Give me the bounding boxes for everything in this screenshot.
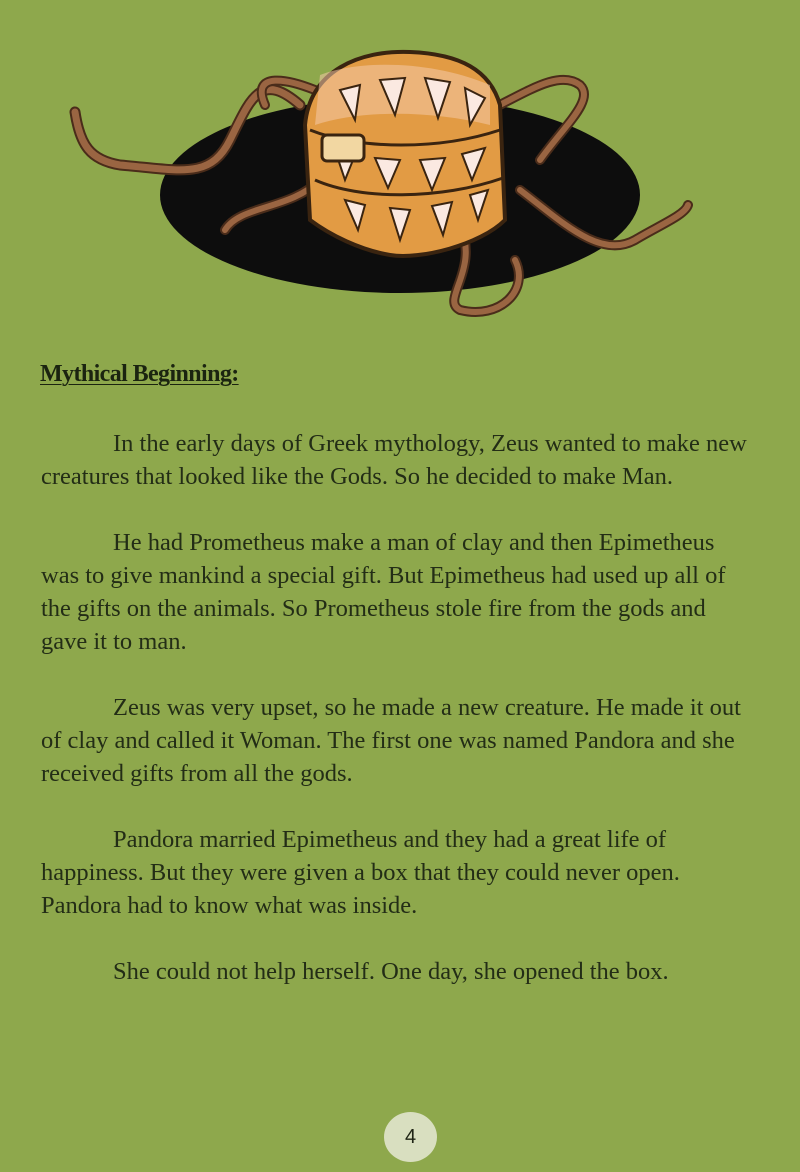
section-heading: Mythical Beginning: <box>40 361 239 387</box>
paragraph: Zeus was very upset, so he made a new creature. He made it out of clay and called it Woman. The first one was named Pandora and she received gifts from all the gods. <box>41 694 741 787</box>
page-number-badge: 4 <box>384 1112 437 1162</box>
story-body <box>41 427 753 1021</box>
paragraph: In the early days of Greek mythology, Zeus wanted to make new creatures that looked like the Gods. So he decided to make Man. <box>41 430 747 490</box>
paragraph: He had Prometheus make a man of clay and then Epimetheus was to give mankind a special gift. But Epimetheus had used up all of the gifts on the animals. So Prometheus stole fire from the gods and gave it to man. <box>41 529 726 655</box>
pandora-box-illustration <box>60 30 720 330</box>
chest <box>305 52 505 256</box>
paragraph: She could not help herself. One day, she opened the box. <box>113 958 669 985</box>
paragraph: Pandora married Epimetheus and they had a great life of happiness. But they were given a box that they could never open. Pandora had to know what was inside. <box>41 826 680 919</box>
